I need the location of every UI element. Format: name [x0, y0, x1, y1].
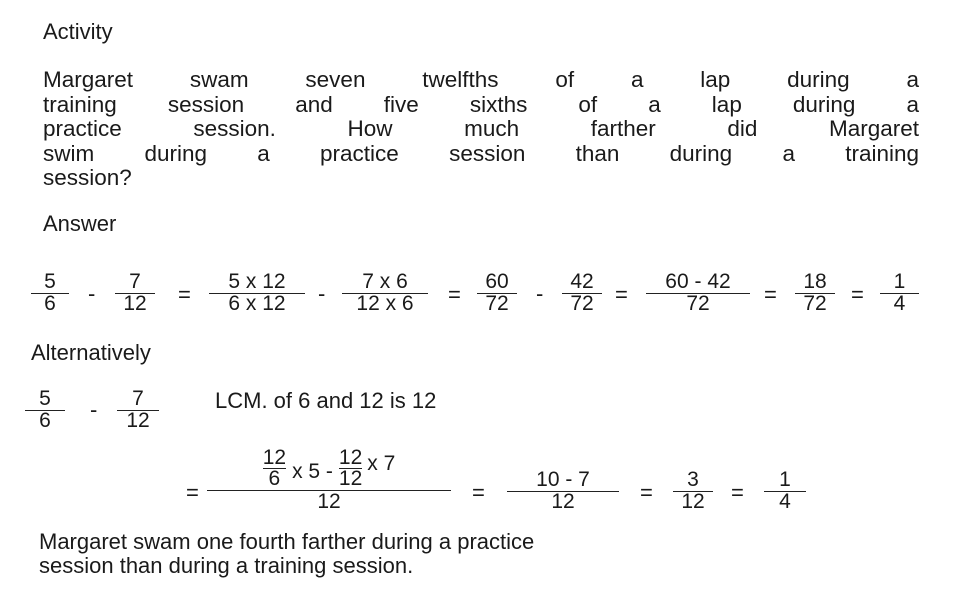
- equals-sign: =: [178, 282, 191, 307]
- minus-sign: -: [88, 281, 96, 306]
- conclusion-line-2: session than during a training session.: [39, 553, 414, 578]
- minus-sign: -: [536, 281, 544, 306]
- fraction-5x12-6x12: 5 x 12 6 x 12: [209, 272, 305, 314]
- fraction-7x6-12x6: 7 x 6 12 x 6: [342, 272, 428, 314]
- minus-sign: -: [90, 397, 98, 422]
- fraction-12-6: $\frac{12}{6}$: [262, 446, 287, 490]
- equals-sign: =: [472, 480, 485, 505]
- fraction-7-12: 7 12: [117, 389, 159, 431]
- fraction-3-12: 3 12: [673, 470, 713, 512]
- fraction-60-72: 60 72: [477, 272, 517, 314]
- question-line-1: Margaret swam seven twelfths of a lap during a: [43, 67, 919, 92]
- fraction-1-4: 1 4: [764, 470, 806, 512]
- fraction-5-6: 5 6: [25, 389, 65, 431]
- question-line-4: swim during a practice session than during a training: [43, 140, 919, 166]
- fraction-12-12: $\frac{12}{12}$: [338, 446, 363, 490]
- fraction-5-6: 5 6: [31, 272, 69, 314]
- fraction-42-72: 42 72: [562, 272, 602, 314]
- fraction-60minus42-72: 60 - 42 72: [646, 272, 750, 314]
- fraction-1-4: 1 4: [880, 272, 919, 314]
- lcm-note: LCM. of 6 and 12 is 12: [215, 388, 437, 413]
- question-line-2: training session and five sixths of a lap during a: [43, 91, 919, 117]
- question-line-3: practice session. How much farther did Margaret: [43, 116, 919, 141]
- equals-sign: =: [186, 480, 199, 505]
- equals-sign: =: [448, 282, 461, 307]
- fraction-18-72: 18 72: [795, 272, 835, 314]
- compound-fraction: $\frac{12}{6}$ x 5 - $\frac{12}{12}$ x 7 12: [207, 447, 451, 513]
- equals-sign: =: [764, 282, 777, 307]
- question-paragraph: [43, 68, 919, 191]
- equals-sign: =: [731, 480, 744, 505]
- answer-heading: Answer: [43, 211, 117, 236]
- question-line-5: session?: [43, 165, 132, 190]
- fraction-7-12: 7 12: [115, 272, 155, 314]
- minus-sign: -: [318, 281, 326, 306]
- compound-numerator: $\frac{12}{6}$ x 5 - $\frac{12}{12}$ x 7: [262, 446, 396, 490]
- equals-sign: =: [640, 480, 653, 505]
- fraction-10minus7-12: 10 - 7 12: [507, 470, 619, 512]
- equals-sign: =: [851, 282, 864, 307]
- conclusion-paragraph: [39, 530, 534, 578]
- conclusion-line-1: Margaret swam one fourth farther during a practice: [39, 529, 535, 554]
- equals-sign: =: [615, 282, 628, 307]
- alternatively-heading: Alternatively: [31, 340, 151, 365]
- activity-heading: Activity: [43, 19, 113, 44]
